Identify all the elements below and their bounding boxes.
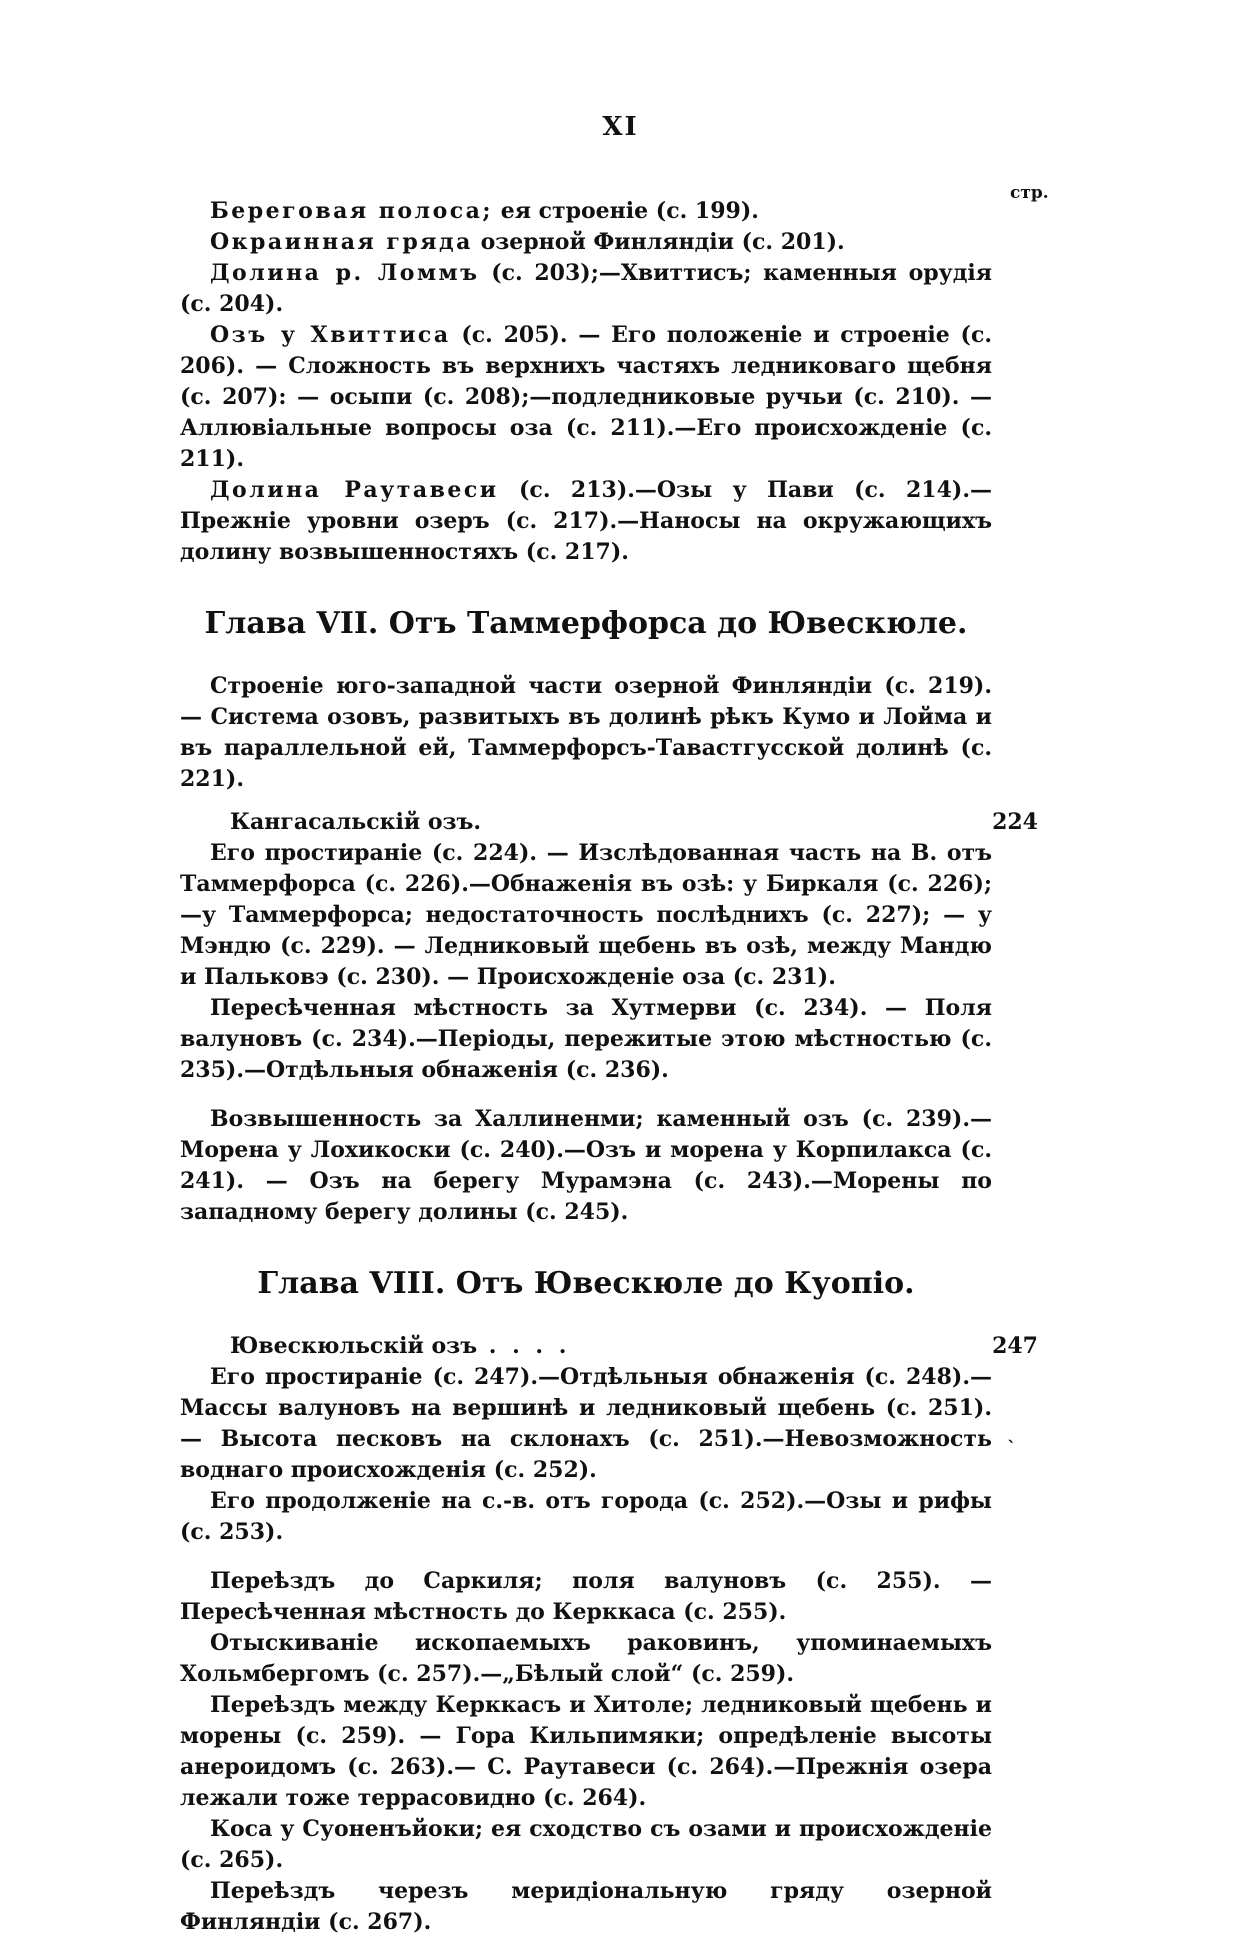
section-page-number: 224 (992, 809, 1038, 835)
section-title: Ювескюльскій озъ (230, 1333, 478, 1359)
chapter-7-body (180, 671, 1038, 1228)
toc-entry: Переѣздъ до Саркиля; поля валуновъ (с. 255). — Пересѣченная мѣстность до Керккаса (с. 255). (180, 1568, 992, 1625)
toc-block-1 (180, 196, 992, 568)
toc-entry: Пересѣченная мѣстность за Хутмерви (с. 234). — Поля валуновъ (с. 234).—Періоды, пережитые этою мѣстностью (с. 235).—Отдѣльныя обнаженія (с. 236). (180, 995, 992, 1083)
page-number: XI (602, 112, 639, 142)
entry-lead: Долина р. Ломмъ (210, 260, 480, 286)
toc-entry: Его простираніе (с. 224). — Изслѣдованная часть на В. отъ Таммерфорса (с. 226).—Обнаженія въ озѣ: у Биркаля (с. 226);—у Таммерфорса; недостаточность послѣднихъ (с. 227); — у Мэндю (с. 229). — Ледниковый щебень въ озѣ, между Мандю и Пальковэ (с. 230). — Происхожденіе оза (с. 231). (180, 840, 992, 990)
page-column-header: стр. (1010, 183, 1049, 203)
toc-entry: Возвышенность за Халлиненми; каменный озъ (с. 239).—Морена у Лохикоски (с. 240).—Озъ и морена у Корпилакса (с. 241). — Озъ на берегу Мурамэна (с. 243).—Морены по западному берегу долины (с. 245). (180, 1106, 992, 1225)
entry-text: (с. 205). — Его положеніе и строеніе (с. 206). — Сложность въ верхнихъ частяхъ ледниковаго щебня (с. 207): — осыпи (с. 208);—подледниковые ручьи (с. 210). — Аллювіальные вопросы оза (с. 211).—Его происхожденіе (с. 211). (180, 322, 992, 472)
toc-entry: Его продолженіе на с.-в. отъ города (с. 252).—Озы и рифы (с. 253). (180, 1488, 992, 1545)
section-leader-dots: . . . . (477, 1333, 571, 1359)
entry-text: (с. 213).—Озы у Пави (с. 214).—Прежніе уровни озеръ (с. 217).—Наносы на окружающихъ долину возвышенностяхъ (с. 217). (180, 477, 992, 565)
table-of-contents (180, 196, 1038, 1938)
chapter-8-title: Глава VIII. Отъ Ювескюле до Куопіо. (257, 1266, 915, 1301)
toc-entry: Коса у Суоненъйоки; ея сходство съ озами и происхожденіе (с. 265). (180, 1816, 992, 1873)
section-kangasala-esker (180, 807, 1038, 838)
entry-lead: Озъ у Хвиттиса (210, 322, 451, 348)
section-jyvaskyla-esker (180, 1331, 1038, 1362)
toc-entry-rautavesi-valley (180, 475, 992, 568)
toc-entry-lommi-valley (180, 258, 992, 320)
chapter-8-body (180, 1331, 1038, 1938)
entry-lead: Береговая полоса; (210, 198, 494, 224)
toc-entry: Переѣздъ черезъ меридіональную гряду озерной Финляндіи (с. 267). (180, 1878, 992, 1935)
toc-entry: Его простираніе (с. 247).—Отдѣльныя обнаженія (с. 248).—Массы валуновъ на вершинѣ и ледниковый щебень (с. 251). — Высота песковъ на склонахъ (с. 251).—Невозможность воднаго происхожденія (с. 252). (180, 1364, 992, 1483)
chapter-7-intro: Строеніе юго-западной части озерной Финляндіи (с. 219). — Система озовъ, развитыхъ въ долинѣ рѣкъ Кумо и Лойма и въ параллельной ей, Таммерфорсъ-Тавастгусской долинѣ (с. 221). (180, 673, 992, 792)
section-title: Кангасальскій озъ. (230, 809, 482, 835)
chapter-7-title: Глава VII. Отъ Таммерфорса до Ювескюле. (204, 606, 968, 641)
toc-entry-coastal-strip (180, 196, 992, 227)
toc-entry: Переѣздъ между Керккасъ и Хитоле; ледниковый щебень и морены (с. 259). — Гора Кильпимяки; опредѣленіе высоты анероидомъ (с. 263).— С. Раутавеси (с. 264).—Прежнія озера лежали тоже террасовидно (с. 264). (180, 1692, 992, 1811)
margin-mark: ` (1007, 1438, 1016, 1459)
entry-lead: Долина Раутавеси (210, 477, 499, 503)
entry-text: озерной Финляндіи (с. 201). (472, 229, 845, 255)
entry-text: (с. 203);—Хвиттисъ; каменныя орудія (с. 204). (180, 260, 992, 317)
toc-entry: Отыскиваніе ископаемыхъ раковинъ, упоминаемыхъ Хольмбергомъ (с. 257).—„Бѣлый слой“ (с. 259). (180, 1630, 992, 1687)
entry-lead: Окраинная гряда (210, 229, 473, 255)
section-page-number: 247 (992, 1333, 1038, 1359)
entry-text: ея строеніе (с. 199). (493, 198, 759, 224)
toc-entry-hvittis-esker (180, 320, 992, 475)
toc-entry-marginal-ridge (180, 227, 992, 258)
